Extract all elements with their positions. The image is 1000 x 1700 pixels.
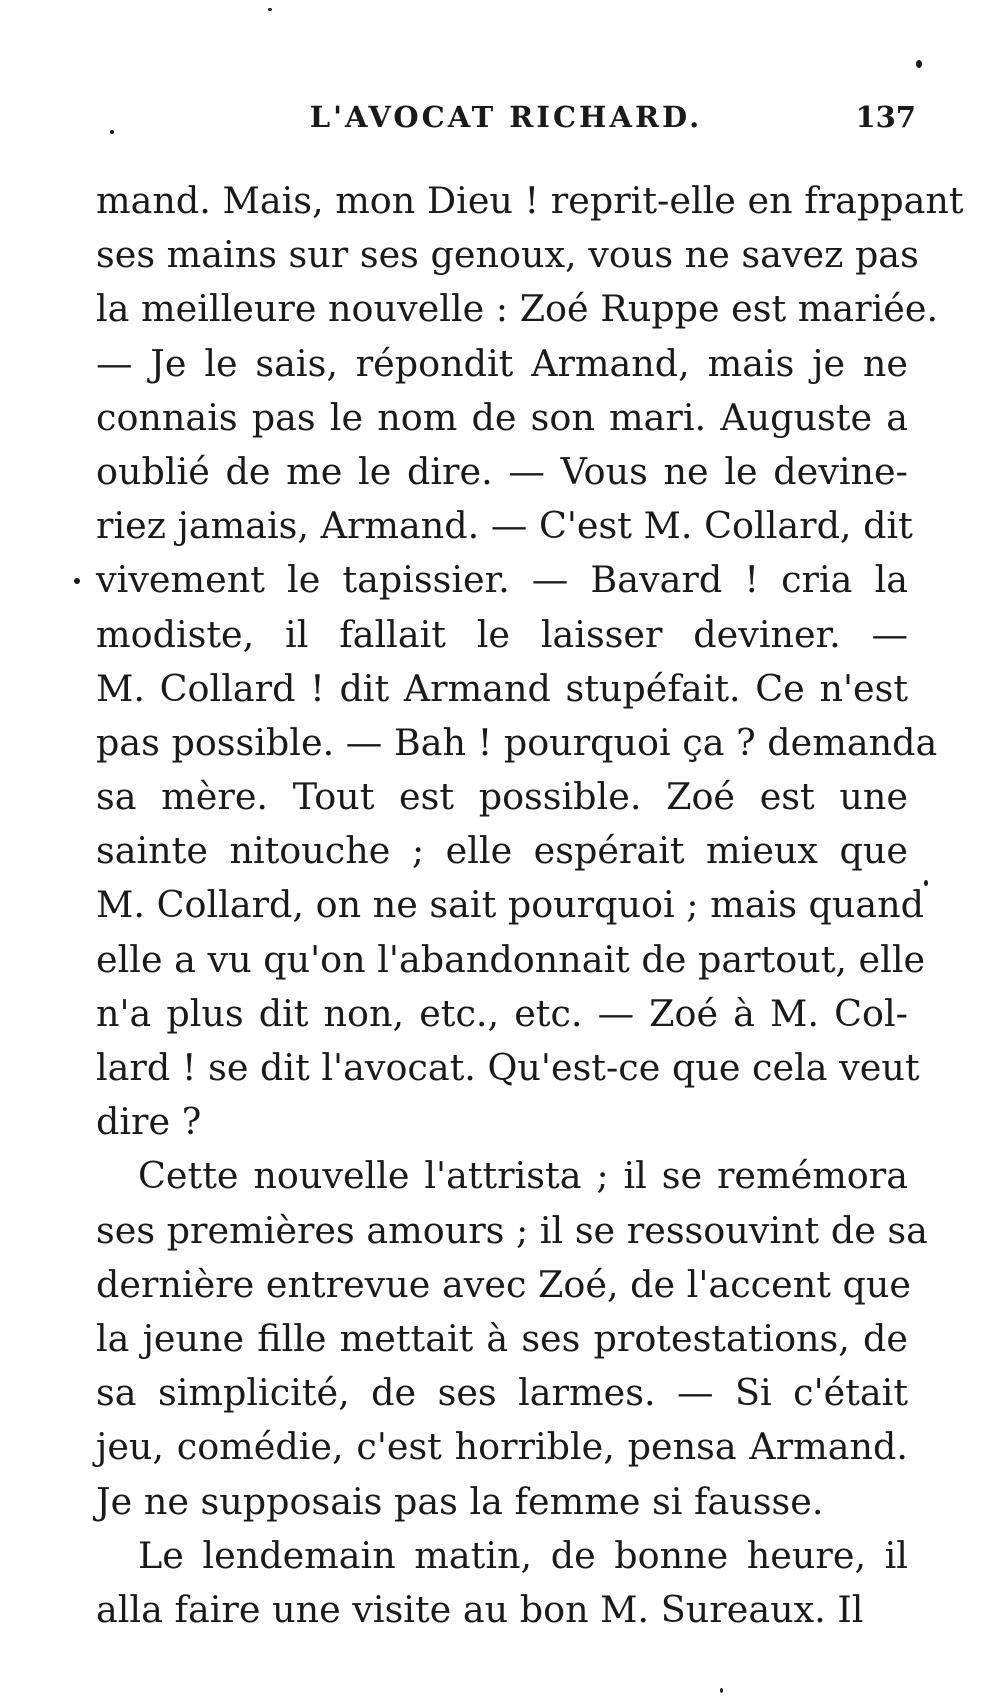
text-line: dire ?: [96, 1100, 202, 1144]
text-line: jeu, comédie, c'est horrible, pensa Armand.: [96, 1425, 908, 1469]
text-line: sa mère. Tout est possible. Zoé est une: [96, 775, 908, 819]
scan-speck: [110, 130, 114, 134]
text-line: vivement le tapissier. — Bavard ! cria la: [96, 558, 908, 602]
text-line: mand. Mais, mon Dieu ! reprit-elle en frappant: [96, 179, 964, 222]
scan-speck: [74, 578, 80, 584]
text-line: alla faire une visite au bon M. Sureaux. Il: [96, 1587, 864, 1631]
text-line: pas possible. — Bah ! pourquoi ça ? demanda: [96, 720, 938, 764]
page-number: 137: [855, 100, 916, 134]
text-line: la meilleure nouvelle : Zoé Ruppe est mariée.: [96, 287, 939, 331]
paragraph: [96, 174, 964, 1149]
text-line: elle a vu qu'on l'abandonnait de partout, elle: [96, 937, 926, 981]
paragraph: [96, 1149, 928, 1528]
running-title: L'AVOCAT RICHARD.: [309, 100, 703, 134]
scan-speck: [720, 1688, 723, 1693]
scan-speck: [268, 8, 272, 11]
body-text: [96, 174, 964, 1637]
text-line: Je ne supposais pas la femme si fausse.: [96, 1479, 824, 1523]
text-line: riez jamais, Armand. — C'est M. Collard, dit: [96, 504, 913, 548]
text-line: — Je le sais, répondit Armand, mais je ne: [96, 341, 908, 385]
text-line: ses premières amours ; il se ressouvint de sa: [96, 1208, 928, 1252]
text-line: connais pas le nom de son mari. Auguste a: [96, 395, 908, 439]
text-line: oublié de me le dire. — Vous ne le devine-: [96, 449, 908, 493]
scan-speck: [924, 880, 928, 886]
text-line: dernière entrevue avec Zoé, de l'accent que: [96, 1262, 911, 1306]
text-line: n'a plus dit non, etc., etc. — Zoé à M. Col-: [96, 991, 908, 1035]
paragraph: [96, 1529, 908, 1637]
text-line: M. Collard, on ne sait pourquoi ; mais quand: [96, 883, 925, 927]
text-line: lard ! se dit l'avocat. Qu'est-ce que cela veut: [96, 1046, 920, 1089]
text-line: Le lendemain matin, de bonne heure, il: [138, 1533, 908, 1577]
running-header: [96, 100, 916, 140]
scan-speck: [916, 60, 922, 68]
text-line: sa simplicité, de ses larmes. — Si c'était: [96, 1371, 908, 1415]
text-line: modiste, il fallait le laisser deviner. —: [96, 612, 908, 656]
text-line: sainte nitouche ; elle espérait mieux que: [96, 829, 908, 873]
text-line: Cette nouvelle l'attrista ; il se remémora: [138, 1154, 908, 1198]
text-line: la jeune fille mettait à ses protestations, de: [96, 1316, 908, 1360]
text-line: ses mains sur ses genoux, vous ne savez pas: [96, 233, 919, 277]
text-line: M. Collard ! dit Armand stupéfait. Ce n'est: [96, 666, 908, 710]
